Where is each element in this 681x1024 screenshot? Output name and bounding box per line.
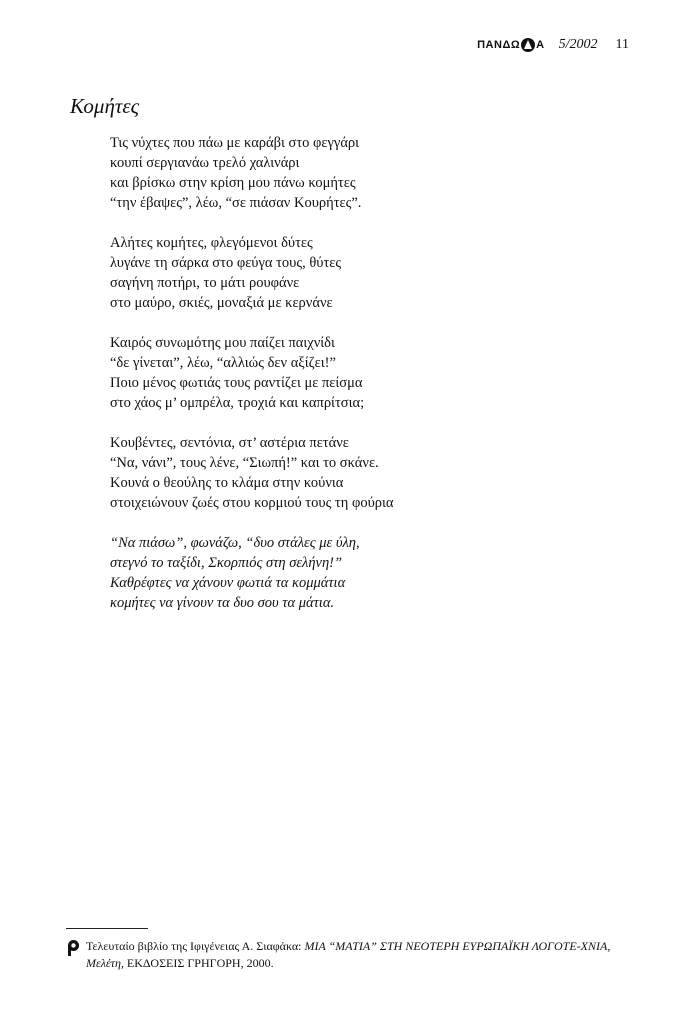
poem-line: “Να, νάνι”, τους λένε, “Σιωπή!” και το σκάνε. [110, 455, 379, 471]
stanza-1 [110, 133, 394, 213]
poem-line: Καιρός συνωμότης μου παίζει παιχνίδι [110, 335, 335, 351]
poem-line: σαγήνη ποτήρι, το μάτι ρουφάνε [110, 275, 300, 291]
footnote-book-title: ΜΙΑ “ΜΑΤΙΑ” ΣΤΗ ΝΕΟΤΕΡΗ ΕΥΡΩΠΑΪΚΗ ΛΟΓΟΤΕ-ΧΝΙΑ, Μελέτη, [86, 939, 611, 970]
logo-text-right: Α [536, 39, 545, 51]
poem-line: στο χάος μ’ ομπρέλα, τροχιά και καπρίτσια; [110, 395, 365, 411]
poem-body [110, 133, 394, 633]
footnote-text [86, 938, 626, 972]
poem-line: στεγνό το ταξίδι, Σκορπιός στη σελήνη!” [110, 555, 343, 571]
poem-line: Κουβέντες, σεντόνια, στ’ αστέρια πετάνε [110, 435, 349, 451]
poem-line: “Να πιάσω”, φωνάζω, “δυο στάλες με ύλη, [110, 535, 360, 551]
poem-line: λυγάνε τη σάρκα στο φεύγα τους, θύτες [110, 255, 342, 271]
stanza-2 [110, 233, 394, 313]
footnote-intro: Τελευταίο βιβλίο της Ιφιγένειας Α. Σιαφάκα: [86, 939, 305, 953]
logo-circle-icon [521, 38, 535, 52]
magazine-logo [477, 38, 545, 52]
stanza-5 [110, 533, 394, 613]
page-number: 11 [615, 37, 629, 52]
poem-line: Τις νύχτες που πάω με καράβι στο φεγγάρι [110, 135, 360, 151]
logo-text-left: ΠΑΝΔΩ [477, 39, 521, 51]
page-header [477, 37, 629, 53]
footnote [66, 938, 626, 972]
poem-line: και βρίσκω στην κρίση μου πάνω κομήτες [110, 175, 356, 191]
footnote-divider [66, 928, 148, 929]
poem-line: κομήτες να γίνουν τα δυο σου τα μάτια. [110, 595, 335, 611]
poem-line: Αλήτες κομήτες, φλεγόμενοι δύτες [110, 235, 313, 251]
poem-line: κουπί σεργιανάω τρελό χαλινάρι [110, 155, 300, 171]
poem-line: στο μαύρο, σκιές, μοναξιά με κερνάνε [110, 295, 333, 311]
issue-number: 5/2002 [558, 37, 598, 52]
poem-line: Καθρέφτες να χάνουν φωτιά τα κομμάτια [110, 575, 346, 591]
poem-line: “δε γίνεται”, λέω, “αλλιώς δεν αξίζει!” [110, 355, 336, 371]
stanza-4 [110, 433, 394, 513]
poem-line: “την έβαψες”, λέω, “σε πιάσαν Κουρήτες”. [110, 195, 362, 211]
poem-title: Κομήτες [70, 94, 140, 118]
footnote-marker-icon [66, 939, 80, 957]
footnote-publisher: ΕΚΔΟΣΕΙΣ ΓΡΗΓΟΡΗ, 2000. [123, 956, 274, 970]
poem-line: στοιχειώνουν ζωές στου κορμιού τους τη φούρια [110, 495, 394, 511]
poem-line: Κουνά ο θεούλης το κλάμα στην κούνια [110, 475, 344, 491]
stanza-3 [110, 333, 394, 413]
poem-line: Ποιο μένος φωτιάς τους ραντίζει με πείσμα [110, 375, 363, 391]
